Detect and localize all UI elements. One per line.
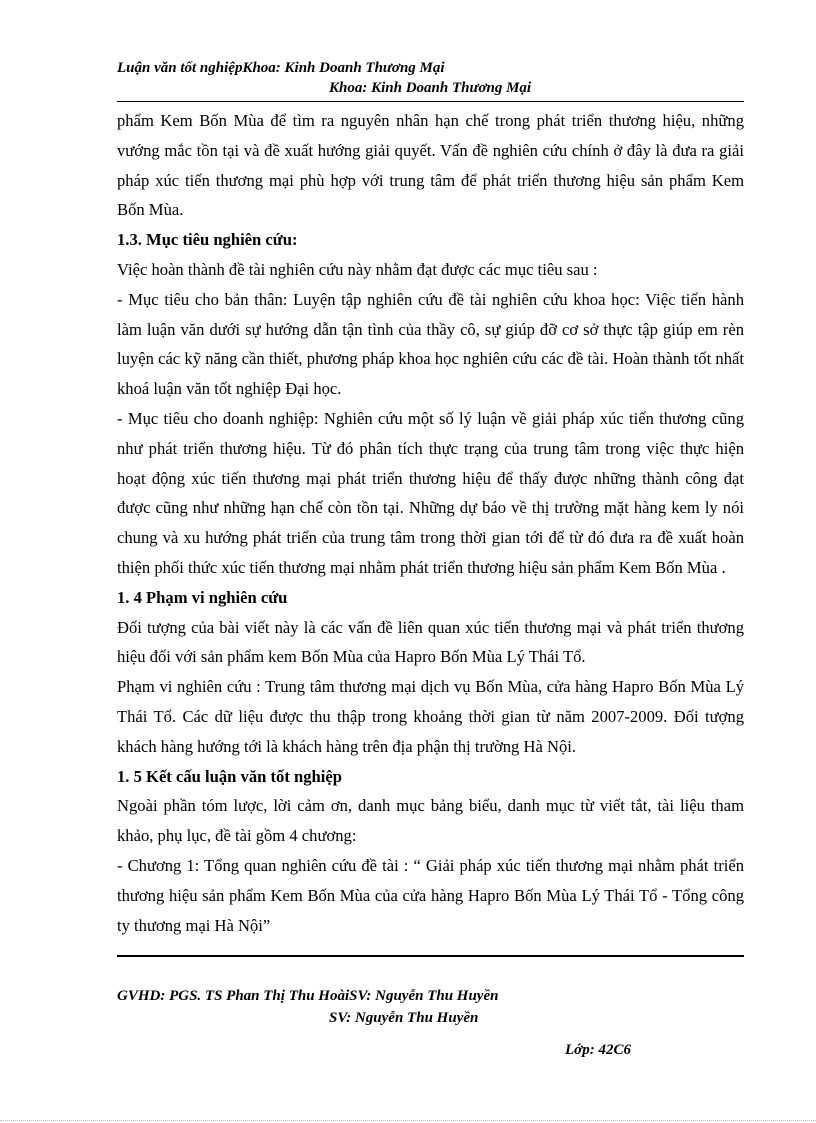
header-line-2: Khoa: Kinh Doanh Thương Mại [329,80,532,96]
page-footer [117,985,744,1061]
paragraph-3: - Mục tiêu cho bản thân: Luyện tập nghiên cứu đề tài nghiên cứu khoa học: Việc tiến hành làm luận văn dưới sự hướng dẫn tận tình của thầy cô, sự giúp đỡ cơ sở thực tập giúp em rèn luyện các kỹ năng cần thiết, phương pháp khoa học nghiên cứu các đề tài. Hoàn thành tốt nhất khoá luận văn tốt nghiệp Đại học. [117,289,744,399]
paragraph-5: Đối tượng của bài viết này là các vấn đề liên quan xúc tiến thương mại và phát triển thương hiệu đối với sản phẩm kem Bốn Mùa của Hapro Bốn Mùa Lý Thái Tổ. [117,617,744,667]
footer-class-label: Lớp: 42C6 [565,1042,631,1058]
document-body [117,106,744,940]
paragraph-2: Việc hoàn thành đề tài nghiên cứu này nhằm đạt được các mục tiêu sau : [117,259,598,279]
paragraph-7: Ngoài phần tóm lược, lời cảm ơn, danh mục bảng biểu, danh mục từ viết tắt, tài liệu tham khảo, phụ lục, đề tài gồm 4 chương: [117,796,744,846]
footer-line-2: SV: Nguyễn Thu Huyền [329,1010,479,1026]
paragraph-6: Phạm vi nghiên cứu : Trung tâm thương mại dịch vụ Bốn Mùa, cửa hàng Hapro Bốn Mùa Lý Thái Tổ. Các dữ liệu được thu thập trong khoảng thời gian từ năm 2007-2009. Đối tượng khách hàng hướng tới là khách hàng trên địa phận thị trường Hà Nội. [117,677,744,756]
page-bottom-edge [0,1120,816,1121]
page-header [117,58,757,98]
section-heading-1-3: 1.3. Mục tiêu nghiên cứu: [117,230,298,250]
paragraph-4: - Mục tiêu cho doanh nghiệp: Nghiên cứu một số lý luận về giải pháp xúc tiến thương cũng như phát triển thương hiệu. Từ đó phân tích thực trạng của trung tâm trong việc thực hiện hoạt động xúc tiến thương mại phát triển thương hiệu để thấy được những thành công đạt được cũng như những hạn chế còn tồn tại. Những dự báo về thị trường mặt hàng kem ly nói chung và xu hướng phát triển của trung tâm trong thời gian tới để từ đó đưa ra đề xuất hoàn thiện phối thức xúc tiến thương mại nhằm phát triển thương hiệu sản phẩm Kem Bốn Mùa . [117,408,744,577]
paragraph-1: phẩm Kem Bốn Mùa để tìm ra nguyên nhân hạn chế trong phát triển thương hiệu, những vướng mắc tồn tại và đề xuất hướng giải quyết. Vấn đề nghiên cứu chính ở đây là đưa ra giải pháp xúc tiến thương mại phù hợp với trung tâm để phát triển thương hiệu sản phẩm Kem Bốn Mùa. [117,111,744,220]
footer-line-1: GVHD: PGS. TS Phan Thị Thu HoàiSV: Nguyễn Thu Huyền [117,988,499,1004]
paragraph-8: - Chương 1: Tổng quan nghiên cứu đề tài : “ Giải pháp xúc tiến thương mại nhằm phát triển thương hiệu sản phẩm Kem Bốn Mùa của cửa hàng Hapro Bốn Mùa Lý Thái Tổ - Tổng công ty thương mại Hà Nội” [117,855,744,935]
section-heading-1-5: 1. 5 Kết cấu luận văn tốt nghiệp [117,766,342,786]
header-divider [117,101,744,102]
footer-divider [117,955,744,957]
header-line-1: Luận văn tốt nghiệpKhoa: Kinh Doanh Thương Mại [117,60,445,76]
section-heading-1-4: 1. 4 Phạm vi nghiên cứu [117,587,288,607]
